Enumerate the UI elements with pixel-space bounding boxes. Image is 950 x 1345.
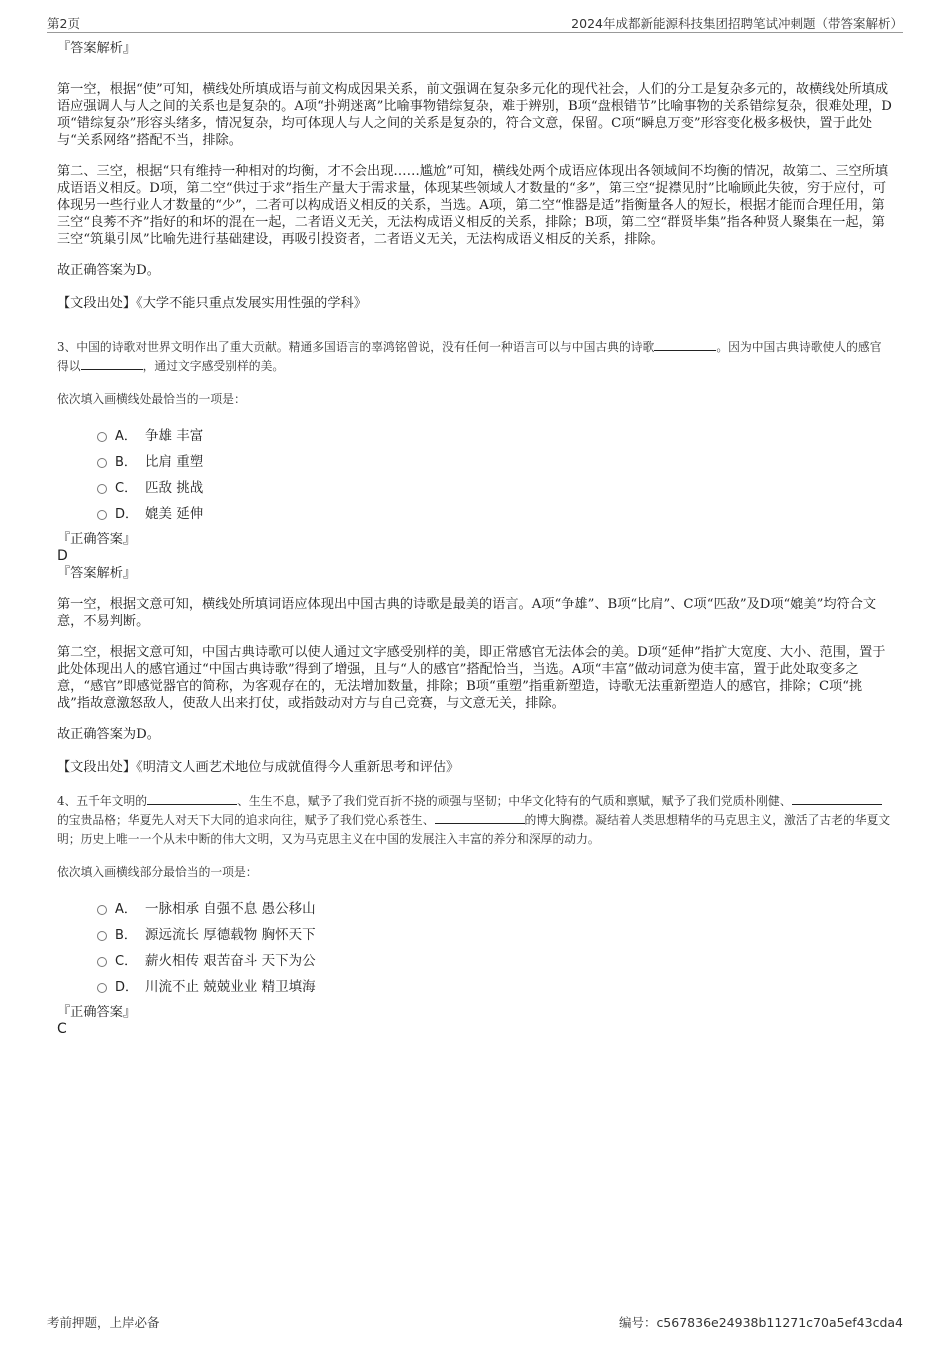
fill-blank xyxy=(81,358,143,370)
stem-text: ，通过文字感受别样的美。 xyxy=(142,359,285,373)
source-label: 【文段出处】 xyxy=(57,760,137,775)
document-title: 2024年成都新能源科技集团招聘笔试冲刺题（带答案解析） xyxy=(571,16,903,31)
radio-icon[interactable] xyxy=(97,957,107,967)
options-list xyxy=(97,896,893,1000)
stem-text: 、生生不息，赋予了我们党百折不挠的顽强与坚韧；中华文化特有的气质和禀赋，赋予了我们党质朴刚健、 xyxy=(237,794,792,808)
source-title: 《明清文人画艺术地位与成就值得今人重新思考和评估》 xyxy=(136,760,460,775)
analysis-paragraph: 第二、三空，根据“只有维持一种相对的均衡，才不会出现……尴尬”可知，横线处两个成语应体现出各领域间不均衡的情况，故第二、三空所填成语语义相反。D项，第二空“供过于求”指生产量大于需求量，体现某些领域人才数量的“多”，第三空“捉襟见肘”比喻顾此失彼，穷于应付，可体现另一些行业人才数量的“少”，二者可以构成语义相反的关系，当选。A项，第二空“惟器是适”指衡量各人的短长，根据才能而合理任用，第三空“良莠不齐”指好的和坏的混在一起，二者语义无关，无法构成语义相反的关系，排除；B项，第二空“群贤毕集”指各种贤人聚集在一起，第三空“筑巢引凤”比喻先进行基础建设，再吸引投资者，二者语义无关，无法构成语义相反的关系，排除。 xyxy=(57,164,889,247)
correct-answer-heading: 『正确答案』 xyxy=(57,532,137,547)
source-line xyxy=(57,295,893,312)
analysis-heading: 『答案解析』 xyxy=(57,41,137,56)
correct-answer: C xyxy=(57,1021,67,1037)
option-d[interactable]: D． 川流不止 兢兢业业 精卫填海 xyxy=(97,974,893,1000)
option-c[interactable]: C． 匹敌 挑战 xyxy=(97,475,893,501)
option-d[interactable]: D． 媲美 延伸 xyxy=(97,501,893,527)
radio-icon[interactable] xyxy=(97,458,107,468)
radio-icon[interactable] xyxy=(97,484,107,494)
stem-text: 。因为中国古典诗歌使人的感官得以 xyxy=(57,340,882,373)
analysis-paragraph: 第二空，根据文意可知，中国古典诗歌可以使人通过文字感受别样的美，即正常感官无法体会的美。D项“延伸”指扩大宽度、大小、范围，置于此处体现出人的感官通过“中国古典诗歌”得到了增强，且与“人的感官”搭配恰当，当选。A项“丰富”做动词意为使丰富，置于此处取变多之意，“感官”即感觉器官的简称，为客观存在的，无法增加数量，排除；B项“重塑”指重新塑造，诗歌无法重新塑造人的感官，排除；C项“挑战”指故意激怒敌人，使敌人出来打仗，或指鼓动对方与自己竞赛，与文意无关，排除。 xyxy=(57,645,886,711)
radio-icon[interactable] xyxy=(97,905,107,915)
radio-icon[interactable] xyxy=(97,510,107,520)
stem-text: 的宝贵品格；华夏先人对天下大同的追求向往，赋予了我们党心系苍生、 xyxy=(57,813,435,827)
stem-text: 3、中国的诗歌对世界文明作出了重大贡献。精通多国语言的辜鸿铭曾说，没有任何一种语言可以与中国古典的诗歌 xyxy=(57,340,655,354)
footer-slogan: 考前押题，上岸必备 xyxy=(47,1315,160,1330)
option-c[interactable]: C． 薪火相传 艰苦奋斗 天下为公 xyxy=(97,948,893,974)
fill-blank xyxy=(435,812,525,824)
question-prompt: 依次填入画横线部分最恰当的一项是： xyxy=(57,865,258,879)
radio-icon[interactable] xyxy=(97,931,107,941)
correct-answer-heading: 『正确答案』 xyxy=(57,1005,137,1020)
analysis-paragraph: 第一空，根据“使”可知，横线处所填成语与前文构成因果关系，前文强调在复杂多元化的现代社会，人们的分工是复杂多元的，故横线处所填成语应强调人与人之间的关系也是复杂的。A项“扑朔迷离”比喻事物错综复杂，难于辨别，B项“盘根错节”比喻事物的关系错综复杂，很难处理，D项“错综复杂”形容头绪多，情况复杂，均可体现人与人之间的关系是复杂的，符合文意，保留。C项“瞬息万变”形容变化极多极快，置于此处与“关系网络”搭配不当，排除。 xyxy=(57,82,892,148)
options-list xyxy=(97,423,893,527)
source-label: 【文段出处】 xyxy=(57,296,137,311)
question-stem xyxy=(57,792,893,849)
answer-conclusion: 故正确答案为D。 xyxy=(57,727,160,742)
question-stem xyxy=(57,338,893,376)
answer-conclusion: 故正确答案为D。 xyxy=(57,263,160,278)
fill-blank xyxy=(654,339,716,351)
option-a[interactable]: A． 一脉相承 自强不息 愚公移山 xyxy=(97,896,893,922)
stem-text: 4、五千年文明的 xyxy=(57,794,148,808)
option-a[interactable]: A． 争雄 丰富 xyxy=(97,423,893,449)
page-header xyxy=(47,14,903,33)
stem-text: 的博大胸襟。凝结着人类思想精华的马克思主义，激活了古老的华夏文明；历史上唯一一个从未中断的伟大文明，又为马克思主义在中国的发展注入丰富的养分和深厚的动力。 xyxy=(57,813,891,846)
fill-blank xyxy=(147,793,237,805)
analysis-paragraph: 第一空，根据文意可知，横线处所填词语应体现出中国古典的诗歌是最美的语言。A项“争雄”、B项“比肩”、C项“匹敌”及D项“媲美”均符合文意，不易判断。 xyxy=(57,597,877,629)
document-code: 编号：c567836e24938b11271c70a5ef43cda4 xyxy=(618,1315,903,1330)
source-line xyxy=(57,759,893,776)
analysis-heading: 『答案解析』 xyxy=(57,566,137,581)
radio-icon[interactable] xyxy=(97,432,107,442)
option-b[interactable]: B． 源远流长 厚德载物 胸怀天下 xyxy=(97,922,893,948)
radio-icon[interactable] xyxy=(97,983,107,993)
fill-blank xyxy=(792,793,882,805)
option-b[interactable]: B． 比肩 重塑 xyxy=(97,449,893,475)
page-number: 第2页 xyxy=(47,16,80,31)
correct-answer: D xyxy=(57,548,68,564)
source-title: 《大学不能只重点发展实用性强的学科》 xyxy=(136,296,367,311)
question-prompt: 依次填入画横线处最恰当的一项是： xyxy=(57,392,246,406)
page-content xyxy=(57,40,893,1038)
